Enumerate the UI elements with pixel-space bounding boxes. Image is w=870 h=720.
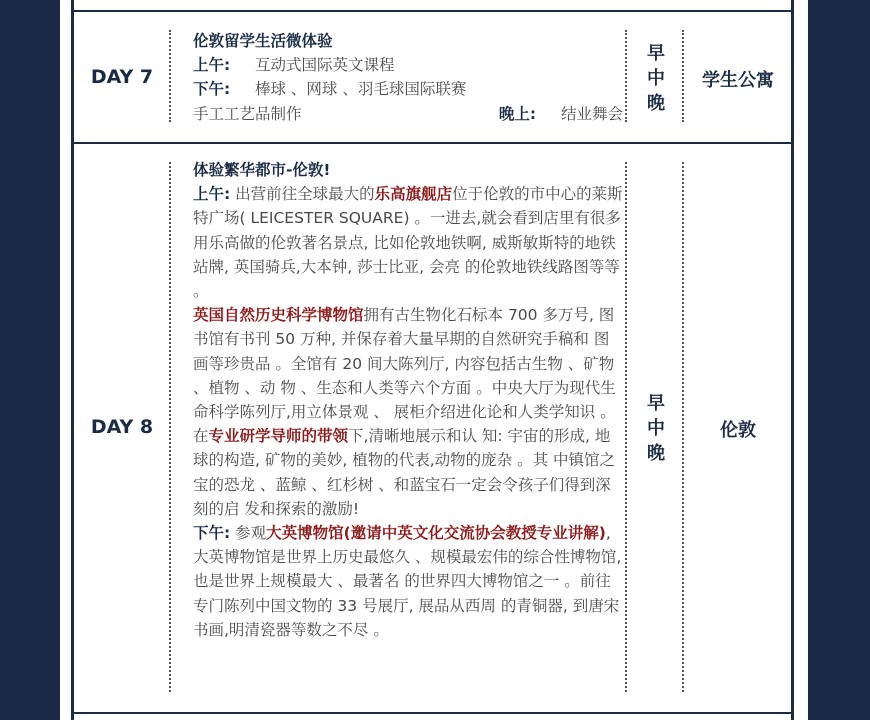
natural-history-museum-highlight: 英国自然历史科学博物馆 [193,306,364,325]
day7-label: DAY 7 [90,66,154,88]
right-border-band [808,0,870,720]
meal-lunch: 中 [647,418,665,439]
british-museum-highlight: 大英博物馆(邀请中英文化交流协会教授专业讲解) [266,524,606,543]
guide-highlight: 专业研学导师的带领 [208,427,349,446]
afternoon-label: 下午: [193,524,231,543]
day8-morning-paragraph: 上午: 出营前往全球最大的乐高旗舰店位于伦敦的市中心的莱斯特广场( LEICESTER SQUARE) 。一进去,就会看到店里有很多用乐高做的伦敦著名景点, 比如伦敦地铁啊, 威斯敏斯特的地铁站牌, 英国骑兵,大本钟, 莎士比亚, 会亮 的伦敦地铁线路图等等 。 [193,185,623,301]
table-right-edge [791,0,794,720]
day8-guide-paragraph: 在专业研学导师的带领下,清晰地展示和认 知: 宇宙的形成, 地球的构造, 矿物的美妙, 植物的代表,动物的庞杂 。其 中镇馆之宝的恐龙 、蓝鲸 、红杉树 、和蓝宝石一定会令孩子们得到深刻的启 发和探索的激励! [193,427,615,518]
day7-meals [628,41,684,116]
day7-itinerary [193,29,623,126]
day7-afternoon [193,77,623,101]
table-left-edge [71,0,74,720]
row-divider [71,142,794,144]
meal-breakfast: 早 [647,43,665,64]
day8-itinerary [193,158,623,642]
afternoon-activity: 棒球 、网球 、羽毛球国际联赛 [255,80,467,99]
day7-morning [193,53,623,77]
column-separator [625,30,627,122]
afternoon-label: 下午: [193,80,231,99]
day8-afternoon-paragraph: 下午: 参观大英博物馆(邀请中英文化交流协会教授专业讲解), 大英博物馆是世界上历史最悠久 、规模最宏伟的综合性博物馆, 也是世界上规模最大 、最著名 的世界四大博物馆之一 。前往专门陈列中国文物的 33 号展厅, 展品从西周 的青铜器, 到唐宋书画,明清瓷器等数之不尽 。 [193,524,622,639]
day8-title: 体验繁华都市-伦敦! [193,161,331,179]
morning-label: 上午: [193,185,231,204]
meal-dinner: 晚 [647,93,665,114]
day7-title: 伦敦留学生活微体验 [193,32,333,50]
meal-lunch: 中 [647,68,665,89]
day8-meals [628,391,684,466]
column-separator [625,162,627,692]
meal-breakfast: 早 [647,393,665,414]
evening-activity: 结业舞会 [560,104,623,123]
day8-label: DAY 8 [90,416,154,438]
crafts-activity: 手工工艺品制作 [193,104,302,123]
day7-evening-row [193,102,623,126]
meal-dinner: 晚 [647,443,665,464]
day8-accommodation: 伦敦 [720,420,756,441]
row-divider [71,712,794,714]
row-divider [71,10,794,12]
lego-store-highlight: 乐高旗舰店 [374,185,453,204]
morning-label: 上午: [193,56,231,75]
left-border-band [0,0,60,720]
evening-label: 晚上: [498,104,537,123]
morning-activity: 互动式国际英文课程 [255,56,395,75]
day8-museum-paragraph: 英国自然历史科学博物馆拥有古生物化石标本 700 多万号, 图书馆有书刊 50 万种, 并保存着大量早期的自然研究手稿和 图画等珍贵品 。全馆有 20 间大陈列厅, 内容包括古生物 、矿物 、植物 、动 物 、生态和人类等六个方面 。中央大厅为现代生命科学陈列厅,用立体景观 、 展柜介绍进化论和人类学知识 。 [193,306,616,422]
day7-accommodation: 学生公寓 [702,70,774,91]
